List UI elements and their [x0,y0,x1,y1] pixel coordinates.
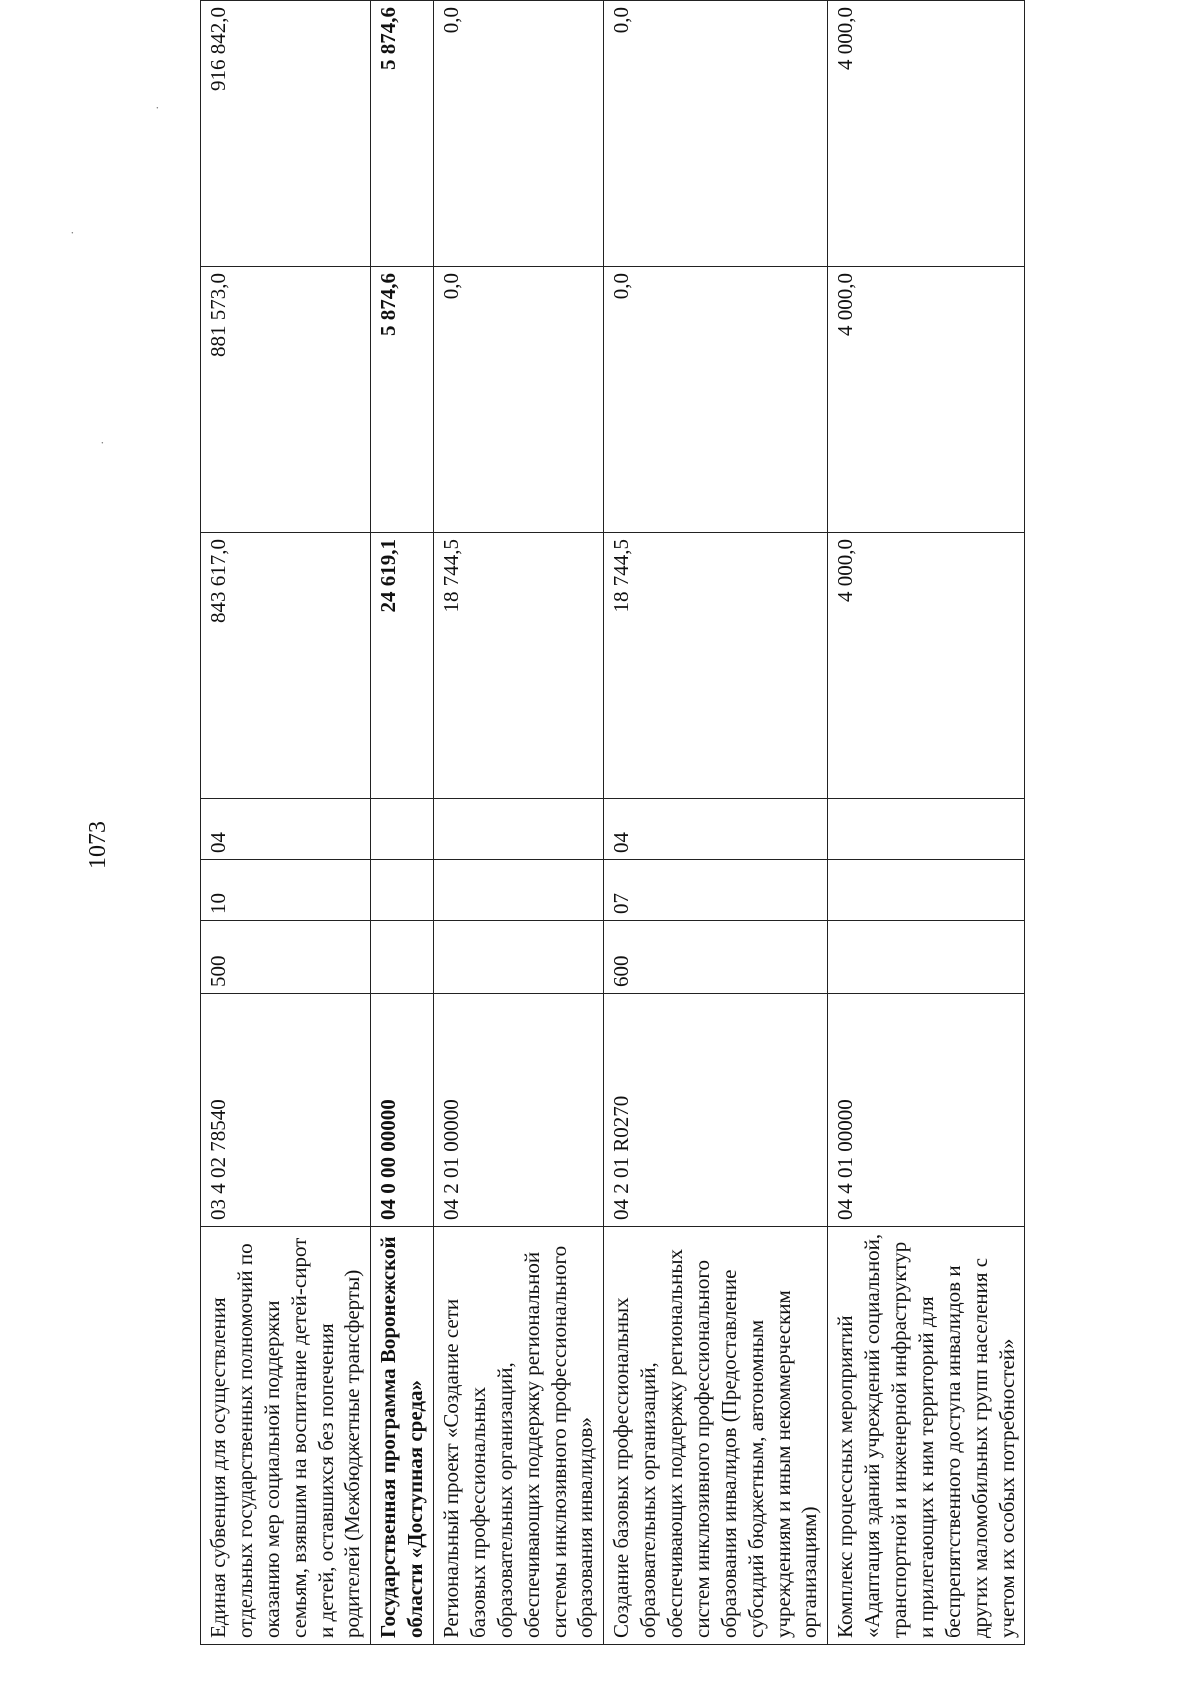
row-name: Комплекс процессных мероприятий «Адаптация зданий учреждений социальной, транспортной и инженерной инфраструктур и прилегающих к ним территорий для беспрепятственного доступа инвалидов и других маломобильных групп населения с учетом их особых потребностей» [828,1227,1025,1645]
subsection-code: 04 [604,799,828,860]
target-article-code: 04 4 01 00000 [828,994,1025,1227]
target-article-code: 04 2 01 00000 [434,994,604,1227]
subsection-code [371,799,434,860]
amount-year-3: 4 000,0 [828,1,1025,267]
amount-year-1: 18 744,5 [434,533,604,799]
scan-marks: ˙ [70,230,75,245]
row-name: Создание базовых профессиональных образовательных организаций, обеспечивающих поддержку региональных систем инклюзивного профессионального образования инвалидов (Предоставление субсидий бюджетным, автономным учреждениям и иным некоммерческим организациям) [604,1227,828,1645]
table-row [371,1,434,1645]
amount-year-2: 5 874,6 [371,267,434,533]
scan-marks: ˙ [100,440,105,455]
amount-year-2: 0,0 [604,267,828,533]
section-code [434,860,604,921]
target-article-code: 04 2 01 R0270 [604,994,828,1227]
table-row [828,1,1025,1645]
scan-marks: ˙ [155,105,160,120]
expense-type-code: 500 [201,921,371,994]
subsection-code [828,799,1025,860]
section-code [828,860,1025,921]
amount-year-3: 0,0 [604,1,828,267]
section-code: 10 [201,860,371,921]
amount-year-2: 881 573,0 [201,267,371,533]
amount-year-1: 24 619,1 [371,533,434,799]
row-name: Государственная программа Воронежской области «Доступная среда» [371,1227,434,1645]
target-article-code: 03 4 02 78540 [201,994,371,1227]
table-row [604,1,828,1645]
amount-year-2: 4 000,0 [828,267,1025,533]
amount-year-1: 4 000,0 [828,533,1025,799]
amount-year-1: 18 744,5 [604,533,828,799]
budget-table [200,0,1025,1645]
row-name: Региональный проект «Создание сети базовых профессиональных образовательных организаций, обеспечивающих поддержку региональной системы инклюзивного профессионального образования инвалидов» [434,1227,604,1645]
amount-year-3: 0,0 [434,1,604,267]
page-number: 1073 [85,821,111,869]
table-row [201,1,371,1645]
section-code: 07 [604,860,828,921]
subsection-code [434,799,604,860]
expense-type-code: 600 [604,921,828,994]
amount-year-2: 0,0 [434,267,604,533]
amount-year-3: 5 874,6 [371,1,434,267]
subsection-code: 04 [201,799,371,860]
amount-year-3: 916 842,0 [201,1,371,267]
target-article-code: 04 0 00 00000 [371,994,434,1227]
expense-type-code [828,921,1025,994]
rotated-table-wrapper [200,7,1019,1645]
expense-type-code [434,921,604,994]
table-row [434,1,604,1645]
amount-year-1: 843 617,0 [201,533,371,799]
section-code [371,860,434,921]
expense-type-code [371,921,434,994]
row-name: Единая субвенция для осуществления отдельных государственных полномочий по оказанию мер социальной поддержки семьям, взявшим на воспитание детей-сирот и детей, оставшихся без попечения родителей (Межбюджетные трансферты) [201,1227,371,1645]
